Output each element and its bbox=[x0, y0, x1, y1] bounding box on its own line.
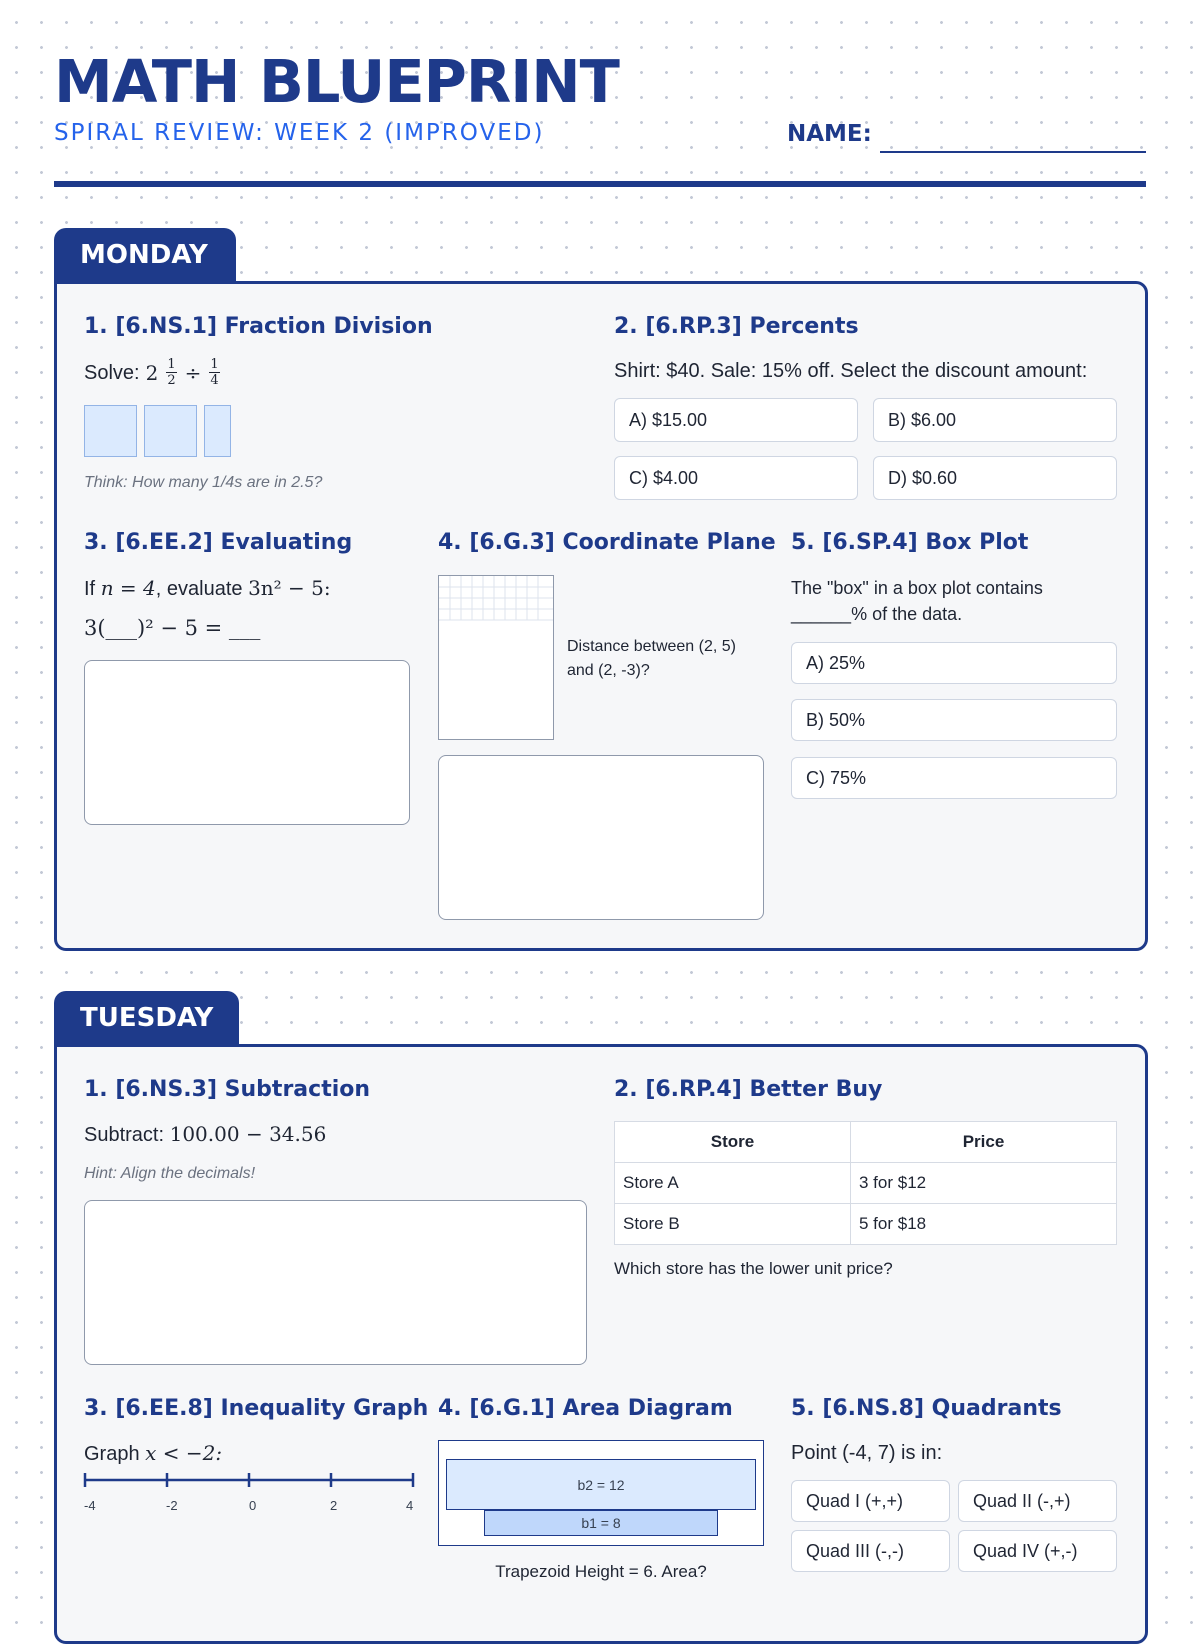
page-subtitle: SPIRAL REVIEW: WEEK 2 (IMPROVED) bbox=[54, 120, 545, 146]
fraction-one-quarter: $\frac{1}{4}$ bbox=[210, 357, 219, 388]
number-line-labels bbox=[84, 1498, 424, 1514]
solve-label: Solve: bbox=[84, 361, 140, 384]
monday-q3-fill-in: 3(___)² − 5 = ___ bbox=[84, 616, 261, 640]
division-sign: ÷ bbox=[184, 360, 202, 385]
grid-lines bbox=[439, 576, 553, 739]
better-buy-table bbox=[614, 1121, 1117, 1245]
price-cell: 5 for $18 bbox=[851, 1204, 1117, 1245]
table-row bbox=[615, 1204, 1117, 1245]
column-header-store: Store bbox=[615, 1122, 851, 1163]
tuesday-q1-work-box[interactable] bbox=[84, 1200, 587, 1365]
tuesday-q1-title: 1. [6.NS.3] Subtraction bbox=[84, 1077, 371, 1102]
tick-label: 0 bbox=[249, 1498, 257, 1513]
monday-q4-prompt: Distance between (2, 5) and (2, -3)? bbox=[567, 638, 736, 679]
subtract-label: Subtract: bbox=[84, 1124, 165, 1146]
quadrant-option-1[interactable]: Quad I (+,+) bbox=[791, 1480, 950, 1522]
box-plot-option-a[interactable]: A) 25% bbox=[791, 642, 1117, 684]
monday-q1-title: 1. [6.NS.1] Fraction Division bbox=[84, 314, 433, 339]
tuesday-q2-question: Which store has the lower unit price? bbox=[614, 1259, 893, 1278]
column-header-price: Price bbox=[851, 1122, 1117, 1163]
fraction-model-whole-2 bbox=[144, 405, 197, 457]
area-caption: Trapezoid Height = 6. Area? bbox=[495, 1562, 707, 1581]
whole-number: 2 bbox=[145, 360, 159, 385]
fraction-one-half: $\frac{1}{2}$ bbox=[167, 357, 176, 388]
monday-q2-prompt: Shirt: $40. Sale: 15% off. Select the discount amount: bbox=[614, 360, 1088, 382]
coordinate-grid bbox=[438, 575, 554, 740]
monday-q4-title: 4. [6.G.3] Coordinate Plane bbox=[438, 530, 776, 555]
name-label: NAME: bbox=[787, 121, 872, 147]
trapezoid-base-b2: b2 = 12 bbox=[446, 1459, 756, 1510]
page-title: MATH BLUEPRINT bbox=[54, 47, 619, 116]
tick-label: -2 bbox=[166, 1498, 178, 1513]
monday-q4-work-box[interactable] bbox=[438, 755, 764, 920]
monday-q1-hint: Think: How many 1/4s are in 2.5? bbox=[84, 474, 323, 491]
tuesday-q1-expression bbox=[84, 1121, 326, 1148]
monday-q3-prompt bbox=[84, 575, 331, 602]
percent-option-b[interactable]: B) $6.00 bbox=[873, 398, 1117, 442]
tuesday-q3-title: 3. [6.EE.8] Inequality Graph bbox=[84, 1396, 429, 1421]
monday-q5-title: 5. [6.SP.4] Box Plot bbox=[791, 530, 1029, 555]
evaluate-label: , evaluate bbox=[155, 578, 243, 600]
percent-option-a[interactable]: A) $15.00 bbox=[614, 398, 858, 442]
quadrant-option-2[interactable]: Quad II (-,+) bbox=[958, 1480, 1117, 1522]
monday-q2-title: 2. [6.RP.3] Percents bbox=[614, 314, 859, 339]
if-label: If bbox=[84, 578, 96, 600]
header-divider bbox=[54, 181, 1146, 187]
quadrant-option-3[interactable]: Quad III (-,-) bbox=[791, 1530, 950, 1572]
tick-label: 4 bbox=[406, 1498, 414, 1513]
tuesday-q2-title: 2. [6.RP.4] Better Buy bbox=[614, 1077, 883, 1102]
monday-q3-work-box[interactable] bbox=[84, 660, 410, 825]
store-cell: Store A bbox=[615, 1163, 851, 1204]
percent-option-c[interactable]: C) $4.00 bbox=[614, 456, 858, 500]
percent-option-d[interactable]: D) $0.60 bbox=[873, 456, 1117, 500]
monday-q1-expression bbox=[84, 358, 222, 387]
subtraction-expression: 100.00 − 34.56 bbox=[169, 1122, 327, 1146]
tuesday-q3-prompt bbox=[84, 1440, 222, 1467]
tuesday-tab: TUESDAY bbox=[54, 991, 239, 1045]
name-field[interactable] bbox=[880, 151, 1146, 153]
store-cell: Store B bbox=[615, 1204, 851, 1245]
trapezoid-base-b1: b1 = 8 bbox=[484, 1510, 718, 1536]
box-plot-option-b[interactable]: B) 50% bbox=[791, 699, 1117, 741]
monday-q5-prompt: The "box" in a box plot contains ______% of the data. bbox=[791, 578, 1043, 625]
graph-label: Graph bbox=[84, 1443, 140, 1465]
tick-label: 2 bbox=[330, 1498, 338, 1513]
table-row bbox=[615, 1163, 1117, 1204]
monday-tab: MONDAY bbox=[54, 228, 236, 282]
tuesday-q5-prompt: Point (-4, 7) is in: bbox=[791, 1442, 943, 1464]
variable-value: n = 4 bbox=[100, 576, 156, 600]
tuesday-q5-title: 5. [6.NS.8] Quadrants bbox=[791, 1396, 1062, 1421]
table-header-row bbox=[615, 1122, 1117, 1163]
box-plot-option-c[interactable]: C) 75% bbox=[791, 757, 1117, 799]
fraction-model-half bbox=[204, 405, 231, 457]
fraction-model-whole-1 bbox=[84, 405, 137, 457]
monday-q3-title: 3. [6.EE.2] Evaluating bbox=[84, 530, 353, 555]
price-cell: 3 for $12 bbox=[851, 1163, 1117, 1204]
expression: 3n² − 5: bbox=[248, 576, 331, 600]
inequality-expression: x < −2: bbox=[145, 1441, 223, 1465]
tick-label: -4 bbox=[84, 1498, 96, 1513]
tuesday-q1-hint: Hint: Align the decimals! bbox=[84, 1165, 256, 1182]
quadrant-option-4[interactable]: Quad IV (+,-) bbox=[958, 1530, 1117, 1572]
tuesday-q4-title: 4. [6.G.1] Area Diagram bbox=[438, 1396, 733, 1421]
